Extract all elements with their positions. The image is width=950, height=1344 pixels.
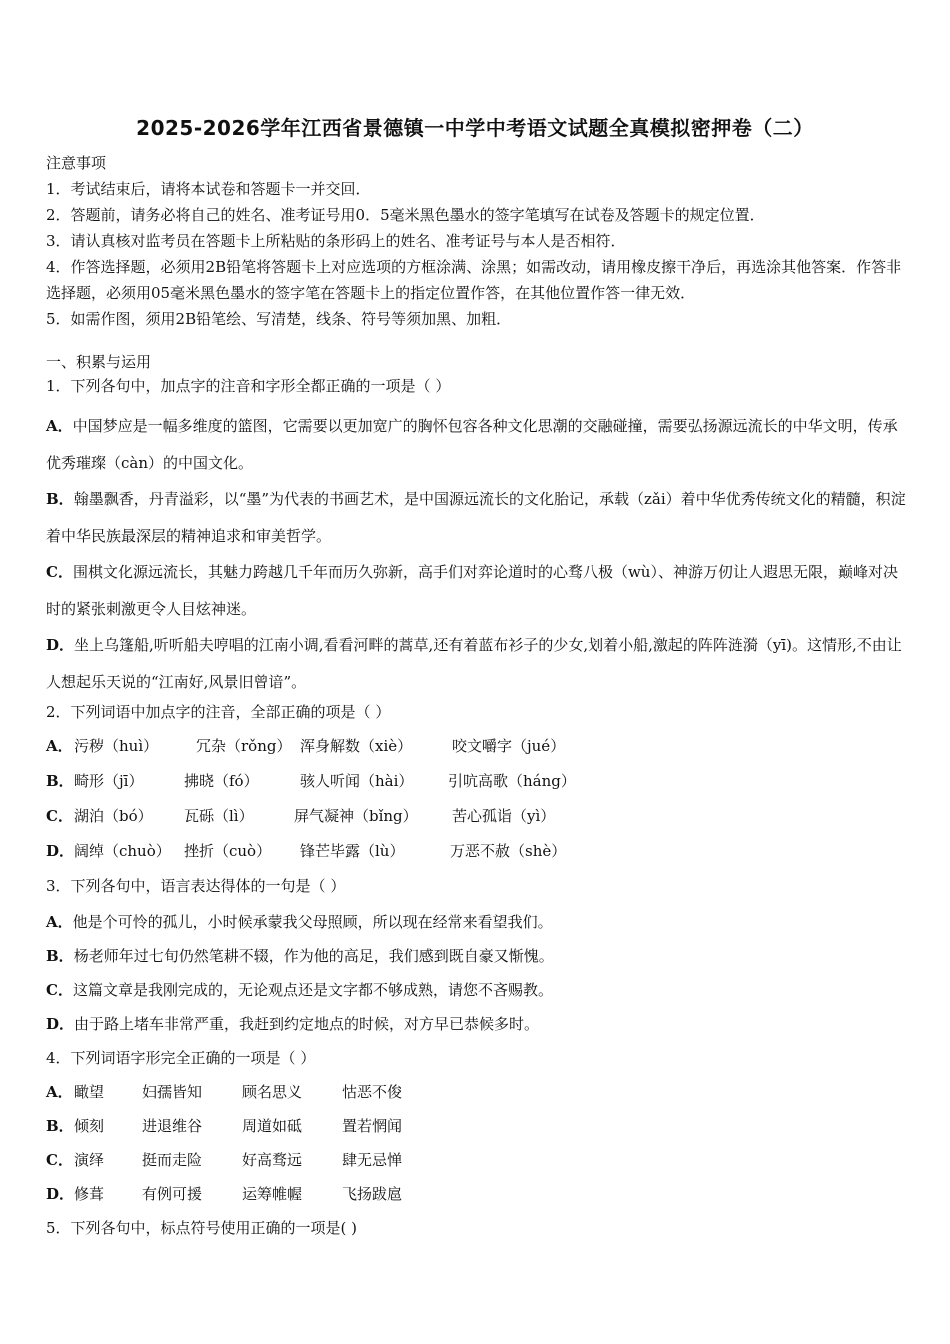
option-word: 修葺 (74, 1185, 105, 1203)
option-word: 浑身解数（xiè） (300, 737, 413, 755)
option-c (46, 804, 906, 828)
option-label: B． (46, 947, 74, 965)
option-word: 演绎 (74, 1151, 105, 1169)
option-label: C． (46, 807, 73, 825)
option-word: 冗杂（rǒng） (196, 737, 292, 755)
option-text: 围棋文化源远流长，其魅力跨越几千年而历久弥新，高手们对弈论道时的心骛八极（wù）、神游万仞让人遐思无限，巅峰对决时的紧张刺激更令人目炫神迷。 (46, 563, 898, 618)
option-word: 拂晓（fó） (184, 772, 259, 790)
option-word: 倾刻 (74, 1117, 105, 1135)
option-b (46, 1114, 906, 1138)
option-label: A． (46, 737, 73, 755)
option-b (46, 944, 906, 968)
question-2 (46, 700, 906, 863)
option-word: 锋芒毕露（lù） (300, 842, 405, 860)
note-item: 3．请认真核对监考员在答题卡上所粘贴的条形码上的姓名、准考证号与本人是否相符． (46, 232, 626, 250)
option-word: 顾名思义 (242, 1083, 303, 1101)
option-word: 进退维谷 (142, 1117, 203, 1135)
option-d (46, 1012, 906, 1036)
option-word: 运筹帷幄 (242, 1185, 303, 1203)
option-label: A． (46, 913, 73, 931)
option-text: 由于路上堵车非常严重，我赶到约定地点的时候，对方早已恭候多时。 (74, 1015, 540, 1033)
notes-heading: 注意事项 (46, 154, 107, 172)
option-text: 这篇文章是我刚完成的，无论观点还是文字都不够成熟，请您不吝赐教。 (72, 981, 553, 999)
question-stem: 4．下列词语字形完全正确的一项是（ ） (46, 1049, 316, 1067)
option-c (46, 978, 906, 1002)
section-heading: 一、积累与运用 (46, 353, 152, 371)
option-word: 污秽（huì） (74, 737, 159, 755)
option-word: 怙恶不俊 (342, 1083, 403, 1101)
option-c (46, 1148, 906, 1172)
option-word: 屏气凝神（bǐng） (294, 807, 418, 825)
option-text: 他是个可怜的孤儿，小时候承蒙我父母照顾，所以现在经常来看望我们。 (72, 913, 553, 931)
option-label: A． (46, 417, 73, 435)
note-item: 5．如需作图，须用2B铅笔绘、写清楚，线条、符号等须加黑、加粗． (46, 310, 512, 328)
note-item: 1．考试结束后，请将本试卷和答题卡一并交回． (46, 180, 371, 198)
option-a (46, 910, 906, 934)
option-word: 畸形（jī） (74, 772, 144, 790)
option-word: 挺而走险 (142, 1151, 203, 1169)
option-word: 湖泊（bó） (74, 807, 153, 825)
option-a (46, 734, 906, 758)
option-label: C． (46, 1151, 73, 1169)
note-item: 2．答题前，请务必将自己的姓名、准考证号用0．5毫米黑色墨水的签字笔填写在试卷及答题卡的规定位置． (46, 206, 765, 224)
option-d (46, 839, 906, 863)
option-word: 咬文嚼字（jué） (452, 737, 566, 755)
option-label: B． (46, 772, 74, 790)
option-label: A． (46, 1083, 73, 1101)
option-text: 坐上乌篷船,听听船夫哼唱的江南小调,看看河畔的蒿草,还有着蓝布衫子的少女,划着小船,激起的阵阵涟漪（yī)。这情形,不由让人想起乐天说的“江南好,风景旧曾谙”。 (46, 636, 902, 691)
question-stem: 5．下列各句中，标点符号使用正确的一项是( ) (46, 1219, 358, 1237)
option-word: 周道如砥 (242, 1117, 303, 1135)
option-label: B． (46, 490, 74, 508)
question-1 (46, 374, 906, 700)
question-stem: 3．下列各句中，语言表达得体的一句是（ ） (46, 877, 346, 895)
option-word: 骇人听闻（hài） (300, 772, 414, 790)
option-word: 瞰望 (74, 1083, 105, 1101)
option-label: D． (46, 1185, 75, 1203)
option-word: 飞扬跋扈 (342, 1185, 403, 1203)
option-d (46, 627, 906, 700)
option-word: 苦心孤诣（yì） (452, 807, 556, 825)
option-text: 杨老师年过七旬仍然笔耕不辍，作为他的高足，我们感到既自豪又惭愧。 (73, 947, 554, 965)
question-stem: 1．下列各句中，加点字的注音和字形全都正确的一项是（ ） (46, 377, 451, 395)
option-word: 好高骛远 (242, 1151, 303, 1169)
option-label: B． (46, 1117, 74, 1135)
option-word: 置若惘闻 (342, 1117, 403, 1135)
option-label: C． (46, 563, 73, 581)
page-title: 2025-2026学年江西省景德镇一中学中考语文试题全真模拟密押卷（二） (136, 116, 814, 140)
option-label: D． (46, 842, 75, 860)
option-word: 阔绰（chuò） (74, 842, 171, 860)
option-text: 中国梦应是一幅多维度的篮图，它需要以更加宽广的胸怀包容各种文化思潮的交融碰撞，需要弘扬源远流长的中华文明，传承优秀璀璨（càn）的中国文化。 (46, 417, 898, 472)
option-word: 瓦砾（lì） (184, 807, 254, 825)
option-label: C． (46, 981, 73, 999)
option-label: D． (46, 1015, 75, 1033)
option-word: 有例可援 (142, 1185, 203, 1203)
option-label: D． (46, 636, 75, 654)
option-a (46, 408, 906, 481)
notes-block (46, 150, 906, 332)
question-4 (46, 1046, 906, 1206)
option-word: 挫折（cuò） (184, 842, 272, 860)
option-d (46, 1182, 906, 1206)
option-word: 妇孺皆知 (142, 1083, 203, 1101)
option-b (46, 769, 906, 793)
option-word: 引吭高歌（háng） (448, 772, 576, 790)
option-text: 翰墨飘香，丹青溢彩，以“墨”为代表的书画艺术，是中国源远流长的文化胎记，承载（zǎi）着中华优秀传统文化的精髓，积淀着中华民族最深层的精神追求和审美哲学。 (46, 490, 906, 545)
option-a (46, 1080, 906, 1104)
question-3 (46, 874, 906, 1036)
question-stem: 2．下列词语中加点字的注音，全部正确的项是（ ） (46, 703, 391, 721)
question-5 (46, 1216, 906, 1240)
option-c (46, 554, 906, 627)
option-word: 肆无忌惮 (342, 1151, 403, 1169)
note-item: 4．作答选择题，必须用2B铅笔将答题卡上对应选项的方框涂满、涂黑；如需改动，请用橡皮擦干净后，再选涂其他答案．作答非选择题，必须用05毫米黑色墨水的签字笔在答题卡上的指定位置作答，在其他位置作答一律无效． (46, 258, 902, 302)
option-word: 万恶不赦（shè） (450, 842, 567, 860)
option-b (46, 481, 906, 554)
